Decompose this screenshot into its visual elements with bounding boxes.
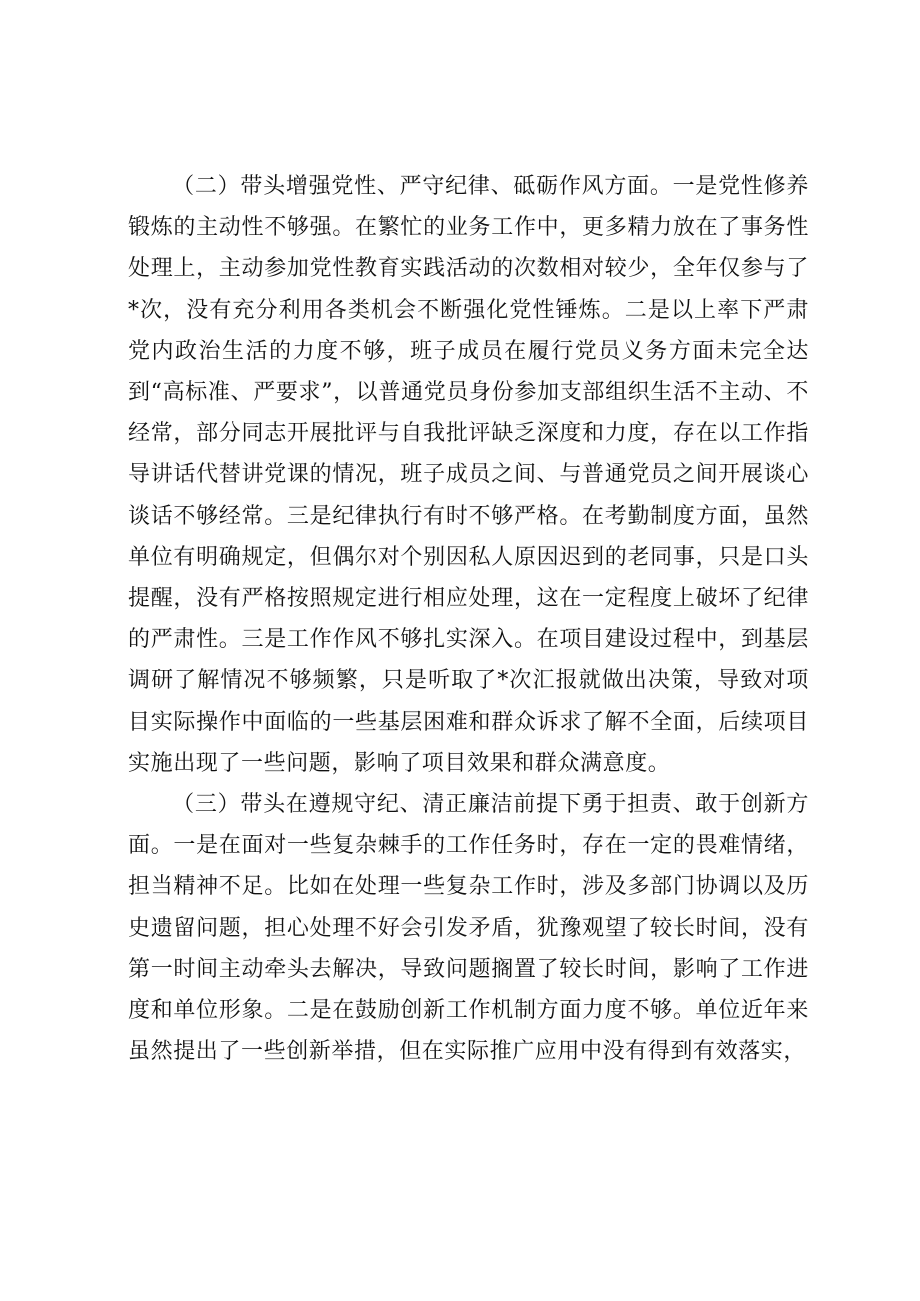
paragraph-text: （三）带头在遵规守纪、清正廉洁前提下勇于担责、敢于创新方面。一是在面对一些复杂棘手的工作任务时，存在一定的畏难情绪，担当精神不足。比如在处理一些复杂工作时，涉及多部门协调以及历史遗留问题，担心处理不好会引发矛盾，犹豫观望了较长时间，没有第一时间主动牵头去解决，导致问题搁置了较长时间，影响了工作进度和单位形象。二是在鼓励创新工作机制方面力度不够。单位近年来虽然提出了一些创新举措，但在实际推广应用中没有得到有效落实， [128, 792, 809, 1065]
document-body [128, 166, 809, 1072]
paragraph-section-3 [128, 784, 809, 1072]
paragraph-section-2 [128, 166, 809, 784]
paragraph-text: （二）带头增强党性、严守纪律、砥砺作风方面。一是党性修养锻炼的主动性不够强。在繁忙的业务工作中，更多精力放在了事务性处理上，主动参加党性教育实践活动的次数相对较少，全年仅参与了*次，没有充分利用各类机会不断强化党性锤炼。二是以上率下严肃党内政治生活的力度不够，班子成员在履行党员义务方面未完全达到“高标准、严要求”，以普通党员身份参加支部组织生活不主动、不经常，部分同志开展批评与自我批评缺乏深度和力度，存在以工作指导讲话代替讲党课的情况，班子成员之间、与普通党员之间开展谈心谈话不够经常。三是纪律执行有时不够严格。在考勤制度方面，虽然单位有明确规定，但偶尔对个别因私人原因迟到的老同事，只是口头提醒，没有严格按照规定进行相应处理，这在一定程度上破坏了纪律的严肃性。三是工作作风不够扎实深入。在项目建设过程中，到基层调研了解情况不够频繁，只是听取了*次汇报就做出决策，导致对项目实际操作中面临的一些基层困难和群众诉求了解不全面，后续项目实施出现了一些问题，影响了项目效果和群众满意度。 [128, 174, 809, 776]
